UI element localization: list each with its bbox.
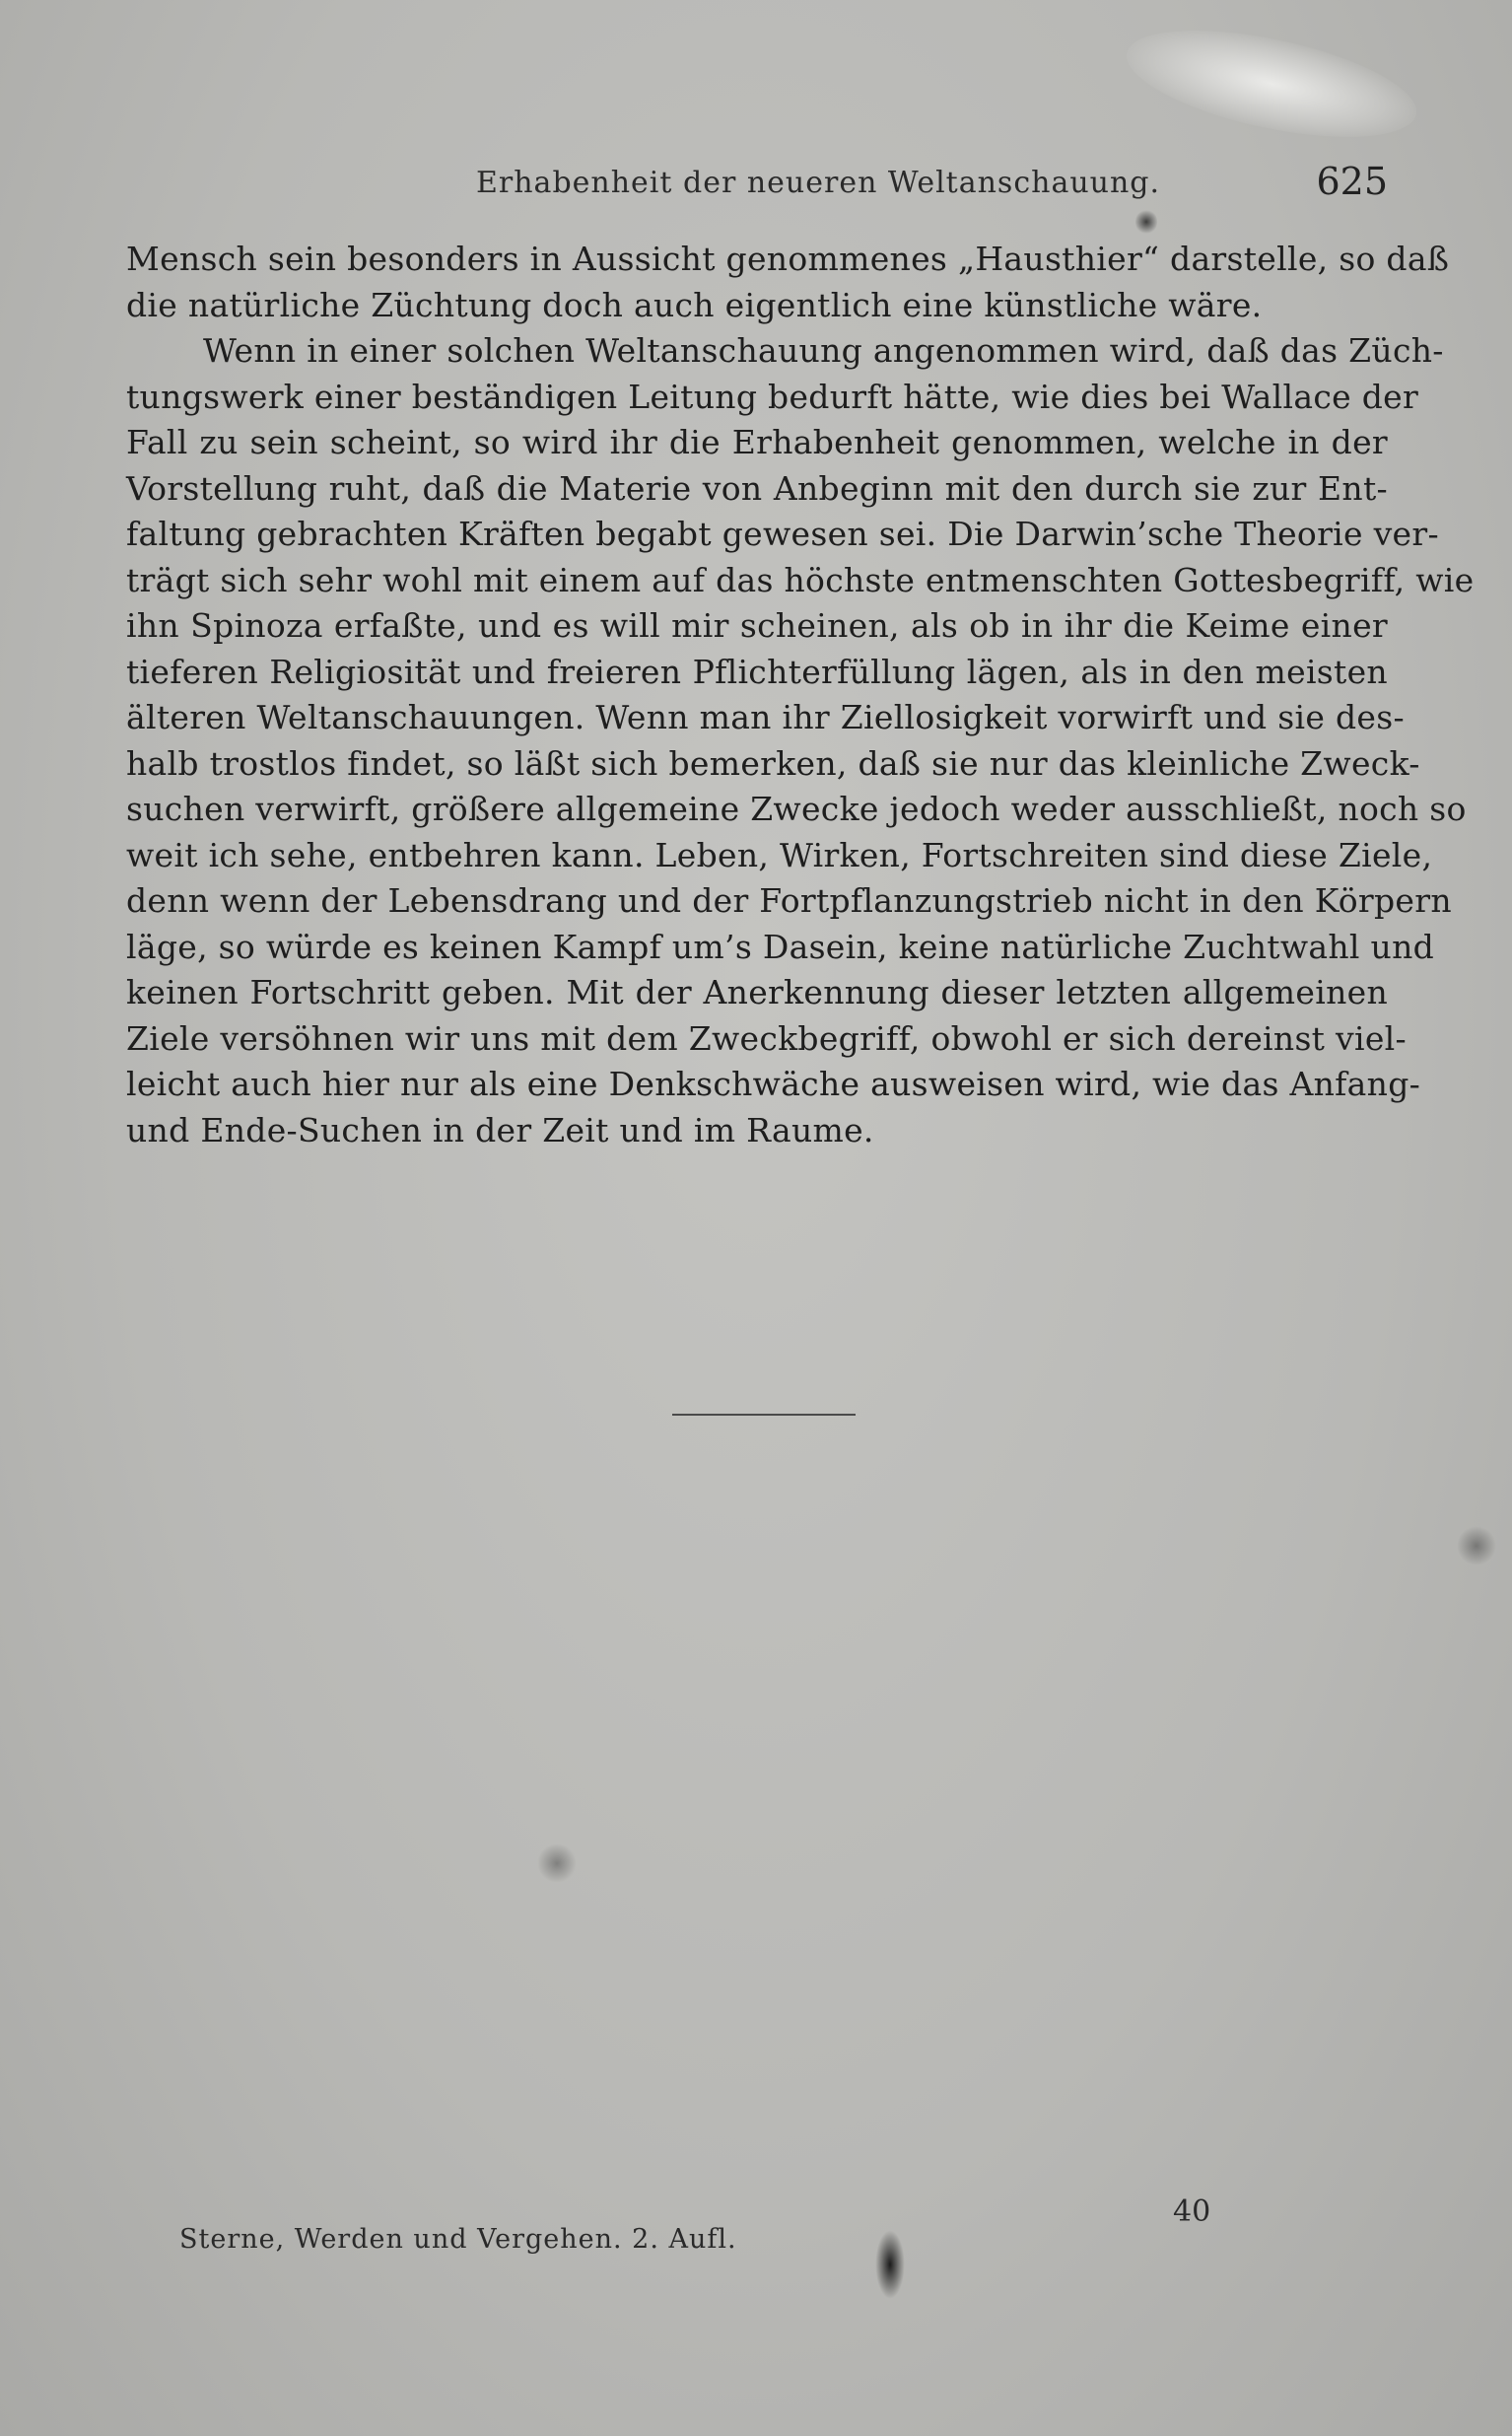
sheet-number: 40 bbox=[1173, 2194, 1211, 2229]
page-header bbox=[126, 160, 1388, 215]
body-paragraphs bbox=[126, 237, 1475, 1153]
text-line: weit ich sehe, entbehren kann. Leben, Wirken, Fortschreiten sind diese Ziele, bbox=[126, 835, 1433, 874]
page-number: 625 bbox=[1316, 160, 1388, 203]
text-line: denn wenn der Lebensdrang und der Fortpflanzungstrieb nicht in den Körpern bbox=[126, 881, 1452, 920]
text-line: Ziele versöhnen wir uns mit dem Zweckbegriff, obwohl er sich dereinst viel- bbox=[126, 1018, 1407, 1058]
printer-signature: Sterne, Werden und Vergehen. 2. Aufl. bbox=[179, 2224, 737, 2255]
text-line: älteren Weltanschauungen. Wenn man ihr Ziellosigkeit vorwirft und sie des- bbox=[126, 698, 1405, 736]
text-line: die natürliche Züchtung doch auch eigentlich eine künstliche wäre. bbox=[126, 285, 1263, 324]
text-line: Wenn in einer solchen Weltanschauung angenommen wird, daß das Züch- bbox=[203, 331, 1444, 370]
text-line: faltung gebrachten Kräften begabt gewesen sei. Die Darwin’sche Theorie ver- bbox=[126, 515, 1439, 553]
text-line: läge, so würde es keinen Kampf um’s Dasein, keine natürliche Zuchtwahl und bbox=[126, 927, 1435, 966]
text-line: leicht auch hier nur als eine Denkschwäche ausweisen wird, wie das Anfang- bbox=[126, 1065, 1421, 1103]
running-title: Erhabenheit der neueren Weltanschauung. bbox=[476, 166, 1161, 200]
ink-spot bbox=[537, 1844, 577, 1883]
text-line: und Ende-Suchen in der Zeit und im Raume. bbox=[126, 1110, 874, 1149]
text-line: ihn Spinoza erfaßte, und es will mir scheinen, als ob in ihr die Keime einer bbox=[126, 606, 1388, 645]
text-line: Fall zu sein scheint, so wird ihr die Erhabenheit genommen, welche in der bbox=[126, 423, 1388, 461]
text-line: suchen verwirft, größere allgemeine Zwecke jedoch weder ausschließt, noch so bbox=[126, 790, 1467, 828]
text-line: Mensch sein besonders in Aussicht genommenes „Hausthier“ darstelle, so daß bbox=[126, 240, 1450, 278]
text-line: tungswerk einer beständigen Leitung bedurft hätte, wie dies bei Wallace der bbox=[126, 377, 1419, 416]
text-line: keinen Fortschritt geben. Mit der Anerkennung dieser letzten allgemeinen bbox=[126, 973, 1388, 1011]
section-end-rule bbox=[672, 1414, 856, 1416]
text-line: tieferen Religiosität und freieren Pflichterfüllung lägen, als in den meisten bbox=[126, 652, 1388, 691]
text-line: trägt sich sehr wohl mit einem auf das höchste entmenschten Gottesbegriff, wie bbox=[126, 560, 1475, 599]
text-line: Vorstellung ruht, daß die Materie von Anbeginn mit den durch sie zur Ent- bbox=[126, 468, 1388, 508]
ink-spot bbox=[875, 2230, 905, 2299]
text-line: halb trostlos findet, so läßt sich bemerken, daß sie nur das kleinliche Zweck- bbox=[126, 743, 1420, 783]
paper-smudge bbox=[1118, 10, 1425, 158]
ink-spot bbox=[1457, 1526, 1496, 1566]
